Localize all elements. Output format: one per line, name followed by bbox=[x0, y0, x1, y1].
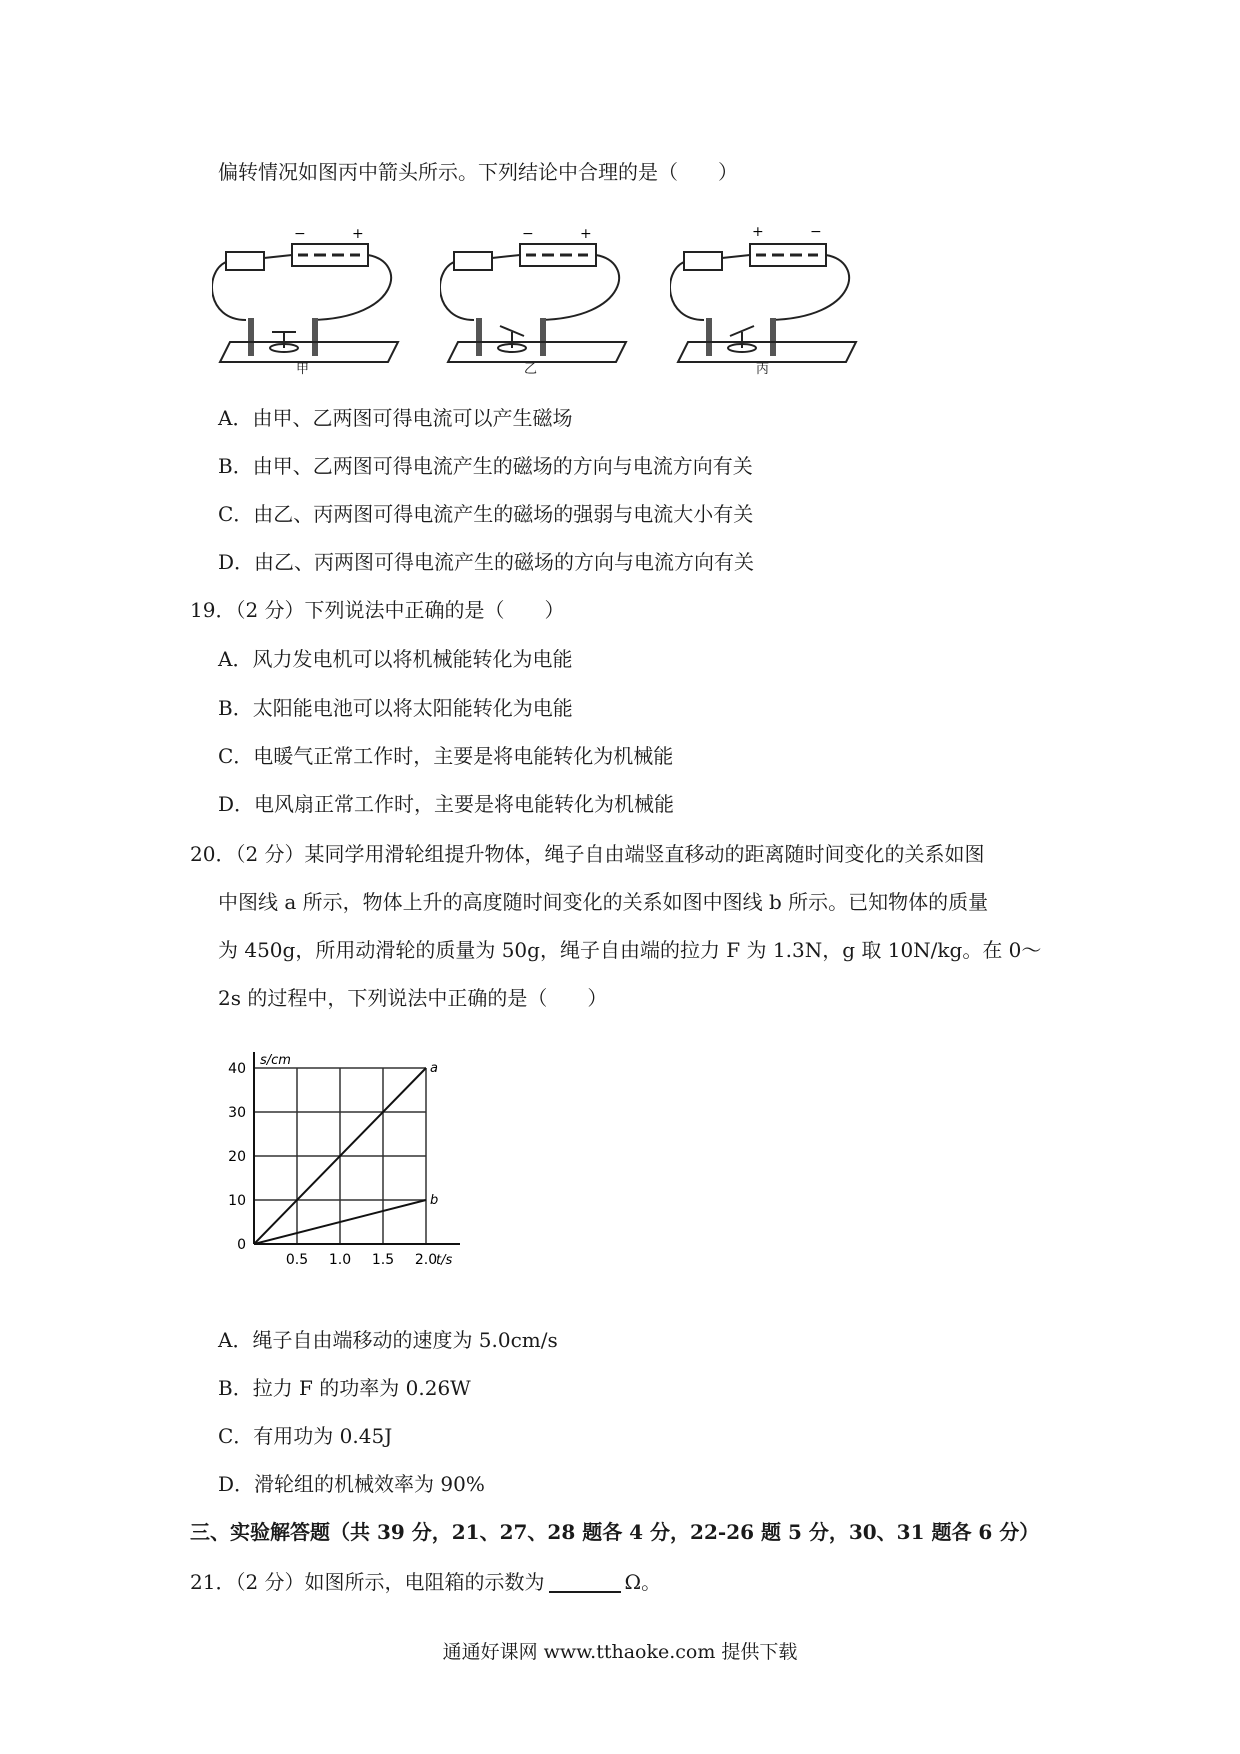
x-tick-label-1: 1.0 bbox=[328, 1252, 352, 1268]
y-tick-label-3: 30 bbox=[228, 1105, 246, 1121]
page-footer: 通通好课网 www.tthaoke.com 提供下载 bbox=[442, 1641, 798, 1663]
q19-option-a: A．风力发电机可以将机械能转化为电能 bbox=[218, 647, 573, 671]
x-tick-label-2: 1.5 bbox=[371, 1252, 395, 1268]
q18-caption-jia: 甲 bbox=[296, 362, 310, 377]
q20-stem-line-4: 2s 的过程中，下列说法中正确的是（ ） bbox=[218, 986, 608, 1010]
svg-text:+: + bbox=[580, 226, 592, 242]
q21-stem-before: 21．（2 分）如图所示，电阻箱的示数为 bbox=[190, 1570, 545, 1594]
y-axis-label: s/cm bbox=[260, 1053, 291, 1068]
svg-text:−: − bbox=[522, 226, 534, 242]
q20-stem-line-3: 为 450g，所用动滑轮的质量为 50g，绳子自由端的拉力 F 为 1.3N，g 取 10N/kg。在 0～ bbox=[218, 938, 1042, 962]
q20-option-c: C．有用功为 0.45J bbox=[218, 1424, 393, 1448]
q20-stem-line-2: 中图线 a 所示，物体上升的高度随时间变化的关系如图中图线 b 所示。已知物体的质量 bbox=[218, 890, 989, 914]
q21-stem-after: Ω。 bbox=[624, 1570, 662, 1594]
y-tick-label-2: 20 bbox=[228, 1149, 246, 1165]
y-tick-label-1: 10 bbox=[228, 1193, 246, 1209]
q18-option-b: B．由甲、乙两图可得电流产生的磁场的方向与电流方向有关 bbox=[218, 454, 753, 478]
q18-caption-yi: 乙 bbox=[524, 362, 538, 377]
q18-stem-tail: 偏转情况如图丙中箭头所示。下列结论中合理的是（ ） bbox=[218, 160, 738, 184]
q18-option-d: D．由乙、丙两图可得电流产生的磁场的方向与电流方向有关 bbox=[218, 550, 755, 574]
y-tick-label-0: 0 bbox=[237, 1237, 246, 1253]
q20-chart-svg bbox=[222, 1040, 502, 1302]
series-label-b: b bbox=[430, 1193, 439, 1208]
q19-option-c: C．电暖气正常工作时，主要是将电能转化为机械能 bbox=[218, 744, 674, 768]
q18-figure-yi bbox=[440, 222, 640, 376]
q18-option-c: C．由乙、丙两图可得电流产生的磁场的强弱与电流大小有关 bbox=[218, 502, 754, 526]
q21-answer-blank[interactable] bbox=[549, 1571, 621, 1593]
svg-text:−: − bbox=[294, 226, 306, 242]
x-axis-label: t/s bbox=[436, 1253, 453, 1268]
svg-text:+: + bbox=[352, 226, 364, 242]
svg-text:−: − bbox=[810, 224, 822, 240]
series-label-a: a bbox=[430, 1061, 438, 1076]
q19-option-b: B．太阳能电池可以将太阳能转化为电能 bbox=[218, 696, 573, 720]
x-tick-label-3: 2.0 bbox=[414, 1252, 438, 1268]
svg-text:+: + bbox=[752, 224, 764, 240]
q21-stem bbox=[190, 1568, 661, 1596]
q20-option-d: D．滑轮组的机械效率为 90% bbox=[218, 1472, 485, 1496]
q19-stem: 19．（2 分）下列说法中正确的是（ ） bbox=[190, 598, 565, 622]
q20-chart bbox=[222, 1040, 502, 1306]
q20-stem-line-1: 20．（2 分）某同学用滑轮组提升物体，绳子自由端竖直移动的距离随时间变化的关系如图 bbox=[190, 842, 985, 866]
q18-figure-bing bbox=[670, 214, 870, 376]
q20-option-a: A．绳子自由端移动的速度为 5.0cm/s bbox=[218, 1328, 558, 1352]
x-tick-label-0: 0.5 bbox=[285, 1252, 309, 1268]
q18-figure-jia bbox=[212, 222, 412, 376]
y-tick-label-4: 40 bbox=[228, 1061, 246, 1077]
q19-option-d: D．电风扇正常工作时，主要是将电能转化为机械能 bbox=[218, 792, 675, 816]
q18-caption-bing: 丙 bbox=[756, 362, 770, 377]
q20-option-b: B．拉力 F 的功率为 0.26W bbox=[218, 1376, 471, 1400]
q18-option-a: A．由甲、乙两图可得电流可以产生磁场 bbox=[218, 406, 573, 430]
section-3-title: 三、实验解答题（共 39 分，21、27、28 题各 4 分，22-26 题 5 分，30、31 题各 6 分） bbox=[190, 1520, 1040, 1544]
